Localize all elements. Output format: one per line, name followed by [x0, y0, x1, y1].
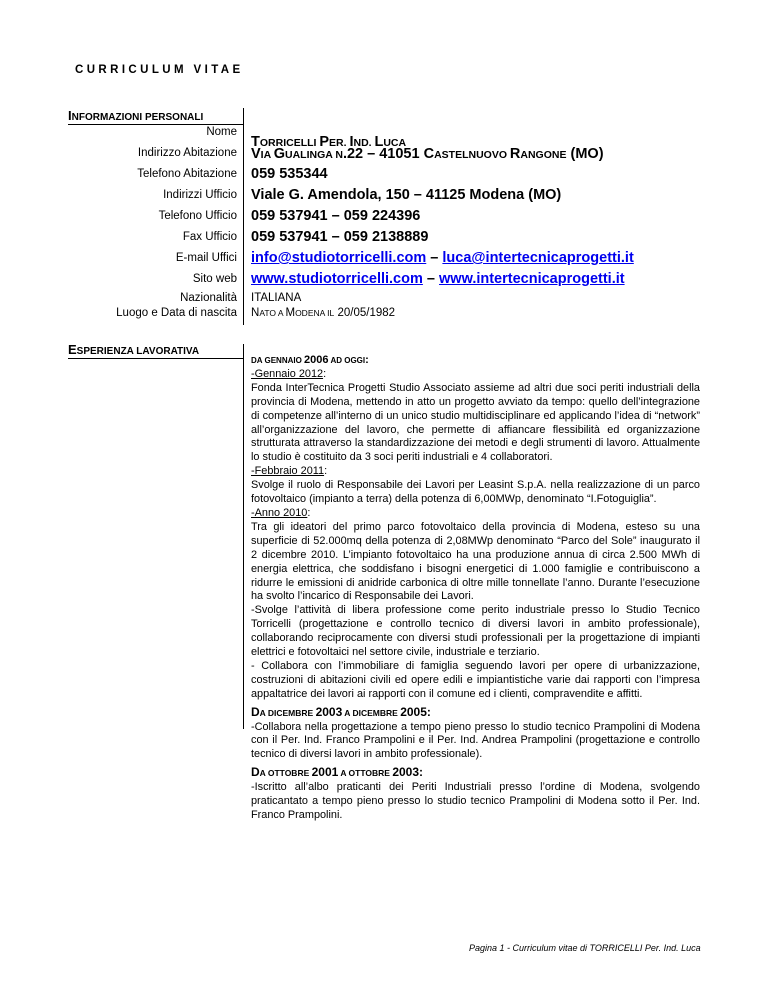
section-heading-personal: INFORMAZIONI PERSONALI	[68, 108, 244, 125]
period-2001-2003: DA OTTOBRE 2001 A OTTOBRE 2003:	[251, 765, 424, 780]
value-home-address: VIA GUALINGA N.22 – 41051 CASTELNUOVO RANGONE (MO)	[251, 146, 604, 162]
website-link-intertecnica[interactable]: www.intertecnicaprogetti.it	[439, 271, 625, 287]
divider-experience	[243, 344, 244, 729]
label-office-fax: Fax Ufficio	[182, 231, 237, 243]
value-office-email: info@studiotorricelli.com – luca@intertecnicaprogetti.it	[251, 250, 634, 266]
value-office-fax: 059 537941 – 059 2138889	[251, 229, 429, 245]
label-office-address: Indirizzi Ufficio	[163, 189, 237, 201]
period-2006-present: DA GENNAIO 2006 AD OGGI:	[251, 354, 369, 366]
divider-personal	[243, 108, 244, 325]
page-title: CURRICULUM VITAE	[75, 64, 244, 76]
email-link-studio[interactable]: info@studiotorricelli.com	[251, 250, 427, 266]
experience-entry: -Gennaio 2012:	[251, 367, 327, 380]
label-birth: Luogo e Data di nascita	[116, 307, 237, 319]
experience-entry-text: -Svolge l’attività di libera professione come perito industriale presso lo Studio Tecnico Torricelli (progettazione e controllo tecnico di diversi lavori in ambito professionale), collaborando reciprocamente con diversi studi professionali per la progettazione di impianti elettrici e fotovoltaici nel settore civile, industriale e terziario.	[251, 604, 700, 659]
value-birth: NATO A MODENA IL 20/05/1982	[251, 307, 396, 319]
label-office-phone: Telefono Ufficio	[158, 210, 237, 222]
experience-body	[251, 354, 700, 823]
experience-entry-text: Fonda InterTecnica Progetti Studio Associato assieme ad altri due soci periti industriali della provincia di Modena, mettendo in atto un progetto avviato da tempo: quello dell’integrazione di competenze all’interno di un unico studio multidisciplinare ed applicando l’idea di “network” all’organizzazione del lavoro, che permette di affiancare flessibilità ed organizzazione strutturata attraverso la standardizzazione dei metodi e degli strumenti di lavoro. Attualmente lo studio è costituito da 3 soci periti industriali e 4 collaboratori.	[251, 381, 700, 464]
label-home-phone: Telefono Abitazione	[137, 168, 237, 180]
experience-entry-text: -Collabora nella progettazione a tempo pieno presso lo studio tecnico Prampolini di Modena con il Per. Ind. Franco Prampolini e il Per. Ind. Andrea Prampolini (progettazione e controllo tecnico di diversi lavori in ambito professionale).	[251, 720, 700, 761]
section-heading-experience: ESPERIENZA LAVORATIVA	[68, 342, 244, 359]
value-home-phone: 059 535344	[251, 166, 328, 182]
experience-entry-text: Svolge il ruolo di Responsabile dei Lavori per Leasint S.p.A. nella realizzazione di un parco fotovoltaico (impianto a terra) della potenza di 6,00MWp, denominato “I.Fotoguiglia”.	[251, 479, 700, 506]
label-name: Nome	[206, 126, 237, 138]
label-office-email: E-mail Uffici	[175, 252, 237, 264]
experience-entry-text: - Collabora con l’immobiliare di famiglia seguendo lavori per opere di urbanizzazione, costruzioni di abitazioni civili ed opere edili e impiantistiche varie dai rapporti con l’impresa appaltatrice dei lavori ai rapporti con il comune ed i clienti, compravendite e affitti.	[251, 659, 700, 700]
period-2003-2005: DA DICEMBRE 2003 A DICEMBRE 2005:	[251, 704, 431, 719]
email-link-intertecnica[interactable]: luca@intertecnicaprogetti.it	[442, 250, 634, 266]
value-nationality: ITALIANA	[251, 292, 302, 304]
label-website: Sito web	[192, 273, 237, 285]
experience-entry: -Anno 2010:	[251, 506, 311, 519]
website-link-studio[interactable]: www.studiotorricelli.com	[251, 271, 423, 287]
experience-entry-text: -Iscritto all’albo praticanti dei Periti Industriali presso l’ordine di Modena, svolgendo praticantato a tempo pieno presso lo studio tecnico Prampolini di Modena sotto il Per. Ind. Franco Prampolini.	[251, 781, 700, 821]
experience-entry-text: Tra gli ideatori del primo parco fotovoltaico della provincia di Modena, esteso su una superficie di 52.000mq della potenza di 2,08MWp denominato “Parco del Sole” inaugurato il 2 dicembre 2010. L’impianto fotovoltaico ha una produzione annua di circa 2.500 MWh di energia elettrica, che soddisfano i bisogni energetici di 1.000 famiglie e contribuiscono a ridurre le emissioni di anidride carbonica di oltre mille tonnellate l’anno. Durante l’esecuzione ha svolto l’incarico di Responsabile dei Lavori.	[251, 520, 700, 603]
page-footer: Pagina 1 - Curriculum vitae di TORRICELLI Per. Ind. Luca	[469, 943, 701, 953]
value-name: TORRICELLI PER. IND. LUCA	[251, 134, 407, 150]
experience-entry: -Febbraio 2011:	[251, 465, 328, 478]
label-home-address: Indirizzo Abitazione	[137, 147, 237, 159]
value-office-address: Viale G. Amendola, 150 – 41125 Modena (MO)	[251, 187, 562, 203]
label-nationality: Nazionalità	[180, 292, 237, 304]
value-website: www.studiotorricelli.com – www.intertecnicaprogetti.it	[251, 271, 625, 287]
value-office-phone: 059 537941 – 059 224396	[251, 208, 421, 224]
